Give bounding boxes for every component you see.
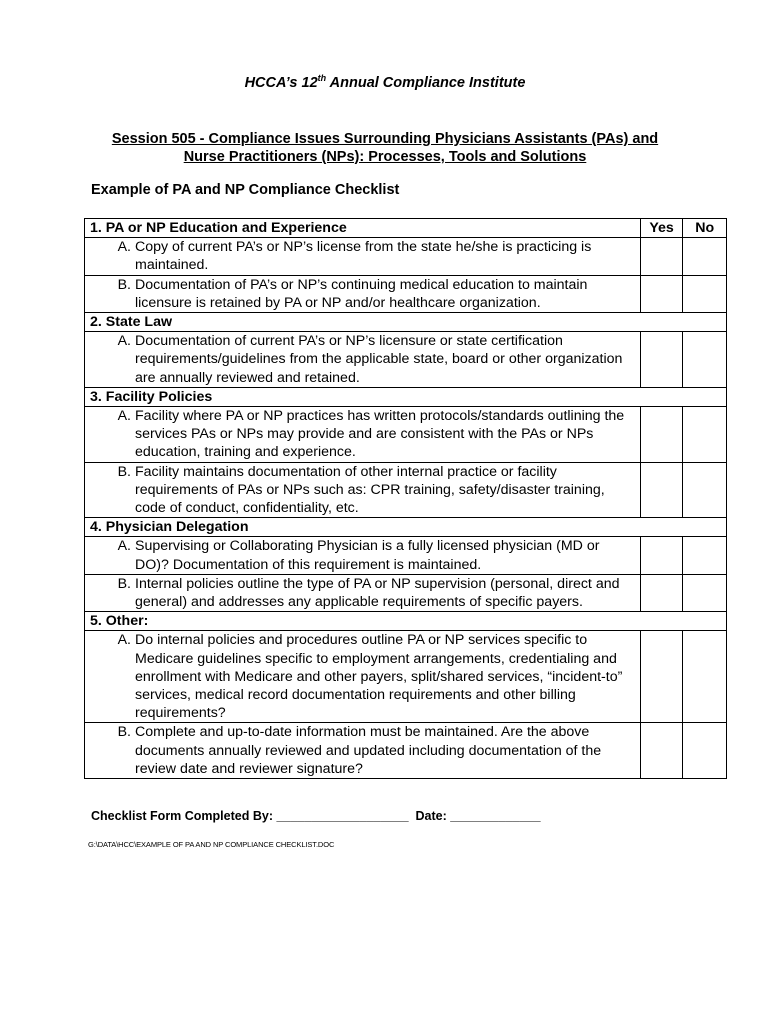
checklist-item xyxy=(85,574,641,611)
yes-checkbox-cell[interactable] xyxy=(640,462,683,518)
checklist-item-row xyxy=(85,574,727,611)
yes-checkbox-cell[interactable] xyxy=(640,275,683,312)
checklist-item xyxy=(85,537,641,574)
completed-by-line: Checklist Form Completed By: ___________________ Date: _____________ xyxy=(91,809,541,823)
no-checkbox-cell[interactable] xyxy=(683,407,727,463)
no-checkbox-cell[interactable] xyxy=(683,574,727,611)
no-checkbox-cell[interactable] xyxy=(683,238,727,275)
no-checkbox-cell[interactable] xyxy=(683,537,727,574)
yes-checkbox-cell[interactable] xyxy=(640,723,683,779)
checklist-item-row xyxy=(85,631,727,723)
item-label: A. xyxy=(117,408,131,425)
checklist-item xyxy=(85,407,641,463)
checklist-item xyxy=(85,275,641,312)
title-superscript: th xyxy=(317,73,327,83)
no-checkbox-cell[interactable] xyxy=(683,723,727,779)
checklist-item xyxy=(85,238,641,275)
item-text: Complete and up-to-date information must be maintained. Are the above documents annually reviewed and updated including documentation of the review date and reviewer signature? xyxy=(135,724,602,777)
section-title: 5. Other: xyxy=(85,612,727,631)
yes-checkbox-cell[interactable] xyxy=(640,332,683,388)
section-header-row xyxy=(85,313,727,332)
file-path: G:\DATA\HCC\EXAMPLE OF PA AND NP COMPLIANCE CHECKLIST.DOC xyxy=(88,840,335,849)
session-line-1: Session 505 - Compliance Issues Surrounding Physicians Assistants (PAs) and xyxy=(111,131,659,147)
item-text: Internal policies outline the type of PA or NP supervision (personal, direct and general) and addresses any applicable requirements of specific payers. xyxy=(135,575,620,611)
checklist-item xyxy=(85,332,641,388)
item-label: B. xyxy=(117,575,131,592)
column-header-yes: Yes xyxy=(640,219,683,238)
checklist-item xyxy=(85,462,641,518)
checklist-item-row xyxy=(85,537,727,574)
checklist-item-row xyxy=(85,275,727,312)
item-label: B. xyxy=(117,276,131,293)
yes-checkbox-cell[interactable] xyxy=(640,537,683,574)
yes-checkbox-cell[interactable] xyxy=(640,407,683,463)
item-label: B. xyxy=(117,463,131,480)
item-text: Documentation of PA’s or NP’s continuing medical education to maintain licensure is retained by PA or NP and/or healthcare organization. xyxy=(135,276,588,311)
item-text: Supervising or Collaborating Physician is a fully licensed physician (MD or DO)? Documentation of this requirement is maintained. xyxy=(135,538,600,573)
item-label: A. xyxy=(117,632,131,649)
section-header-row xyxy=(85,387,727,406)
title-text: HCCA’s 12 xyxy=(244,74,318,91)
session-heading xyxy=(0,130,770,166)
checklist-item-row xyxy=(85,332,727,388)
title-text-rest: Annual Compliance Institute xyxy=(326,74,526,91)
document-title xyxy=(0,73,770,91)
yes-checkbox-cell[interactable] xyxy=(640,238,683,275)
section-title: 2. State Law xyxy=(85,313,727,332)
section-header-row xyxy=(85,219,727,238)
column-header-no: No xyxy=(683,219,727,238)
no-checkbox-cell[interactable] xyxy=(683,332,727,388)
section-title: 1. PA or NP Education and Experience xyxy=(85,219,641,238)
section-header-row xyxy=(85,612,727,631)
yes-checkbox-cell[interactable] xyxy=(640,574,683,611)
section-title: 3. Facility Policies xyxy=(85,387,727,406)
compliance-checklist-table xyxy=(84,218,727,779)
checklist-item-row xyxy=(85,723,727,779)
no-checkbox-cell[interactable] xyxy=(683,275,727,312)
yes-checkbox-cell[interactable] xyxy=(640,631,683,723)
item-label: B. xyxy=(117,724,131,741)
checklist-item-row xyxy=(85,238,727,275)
checklist-item xyxy=(85,631,641,723)
item-text: Facility where PA or NP practices has written protocols/standards outlining the services PAs or NPs may provide and are consistent with the PAs or NPs education, training and experience. xyxy=(135,408,625,461)
example-heading: Example of PA and NP Compliance Checklist xyxy=(91,182,400,198)
item-text: Documentation of current PA’s or NP’s licensure or state certification requirements/guidelines from the applicable state, board or other organization are annually reviewed and retained. xyxy=(135,333,623,386)
item-text: Copy of current PA’s or NP’s license from the state he/she is practicing is maintained. xyxy=(135,239,592,274)
item-label: A. xyxy=(117,239,131,256)
checklist-item-row xyxy=(85,462,727,518)
session-line-2: Nurse Practitioners (NPs): Processes, Tools and Solutions xyxy=(183,149,587,165)
section-title: 4. Physician Delegation xyxy=(85,518,727,537)
checklist-item-row xyxy=(85,407,727,463)
checklist-item xyxy=(85,723,641,779)
item-text: Do internal policies and procedures outline PA or NP services specific to Medicare guidelines specific to employment arrangements, credentialing and enrollment with Medicare and other payers, split/shared services, “incident-to” services, medical record documentation requirements and other billing requirements? xyxy=(135,632,623,722)
item-label: A. xyxy=(117,538,131,555)
item-text: Facility maintains documentation of other internal practice or facility requirements of PAs or NPs such as: CPR training, safety/disaster training, code of conduct, confidentiality, etc. xyxy=(135,463,605,517)
section-header-row xyxy=(85,518,727,537)
no-checkbox-cell[interactable] xyxy=(683,631,727,723)
no-checkbox-cell[interactable] xyxy=(683,462,727,518)
item-label: A. xyxy=(117,333,131,350)
